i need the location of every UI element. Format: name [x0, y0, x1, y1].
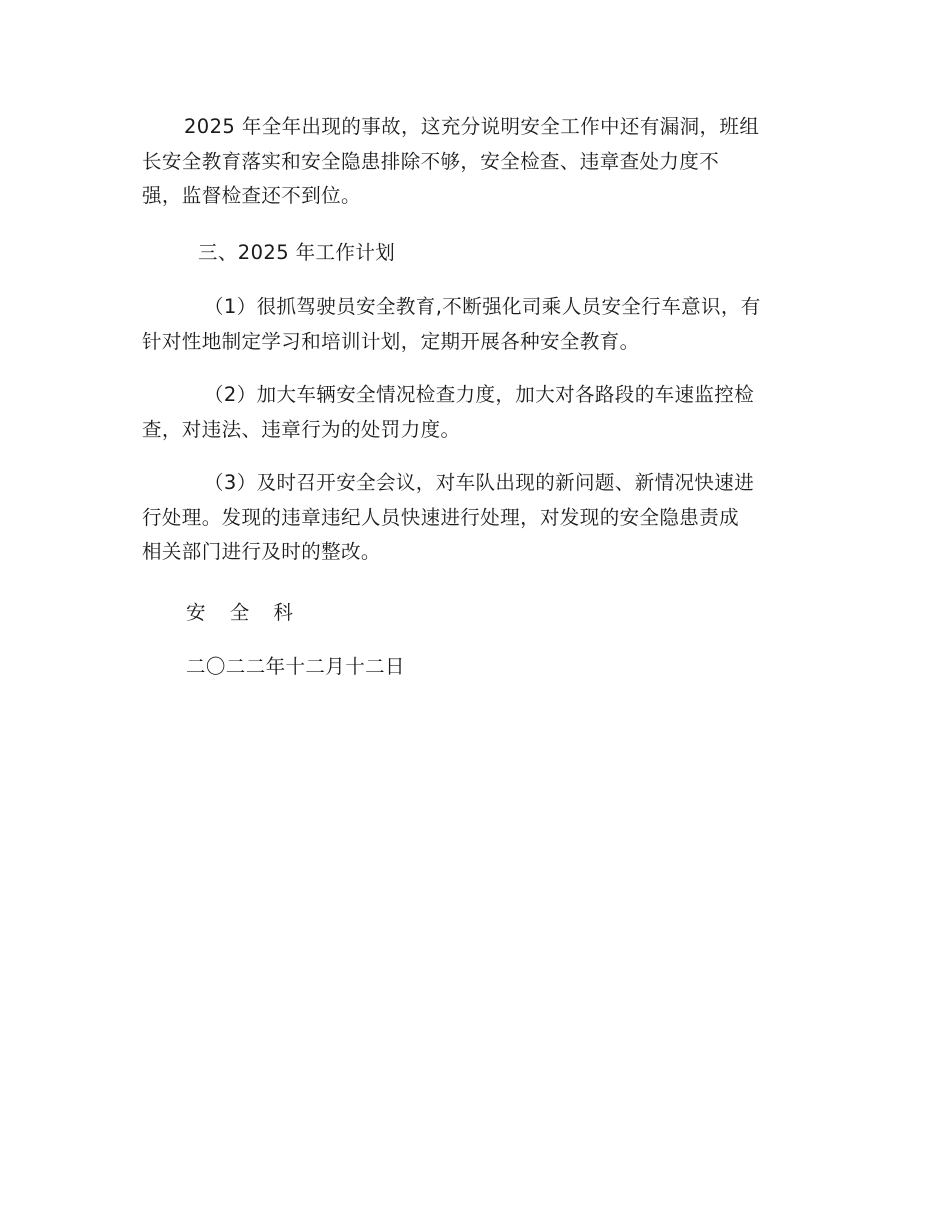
signature-department: [186, 596, 854, 631]
text-line: 2025 年全年出现的事故，这充分说明安全工作中还有漏洞，班组: [184, 115, 760, 138]
text-line: （2）加大车辆安全情况检查力度，加大对各路段的车速监控检: [204, 383, 755, 406]
text-line: 针对性地制定学习和培训计划，定期开展各种安全教育。: [142, 329, 640, 353]
signature-text: 安 全 科: [186, 601, 302, 624]
paragraph-plan-item-2: [142, 378, 810, 447]
text-line: （3）及时召开安全会议，对车队出现的新问题、新情况快速进: [204, 471, 755, 494]
text-line: （1）很抓驾驶员安全教育,不断强化司乘人员安全行车意识，有: [204, 295, 761, 318]
paragraph-accident-summary: [142, 110, 810, 214]
text-line: 相关部门进行及时的整改。: [142, 540, 381, 563]
text-line: 强，监督检查还不到位。: [142, 184, 361, 207]
paragraph-plan-item-3: [142, 466, 810, 570]
section-heading-work-plan: [198, 236, 866, 271]
text-line: 行处理。发现的违章违纪人员快速进行处理，对发现的安全隐患责成: [142, 505, 740, 529]
document-date: [186, 650, 854, 685]
paragraph-plan-item-1: [142, 290, 810, 359]
date-text: 二〇二二年十二月十二日: [186, 655, 405, 678]
section-heading-text: 三、2025 年工作计划: [198, 241, 396, 264]
text-line: 查，对违法、违章行为的处罚力度。: [142, 417, 461, 441]
text-line: 长安全教育落实和安全隐患排除不够，安全检查、违章查处力度不: [142, 149, 720, 173]
